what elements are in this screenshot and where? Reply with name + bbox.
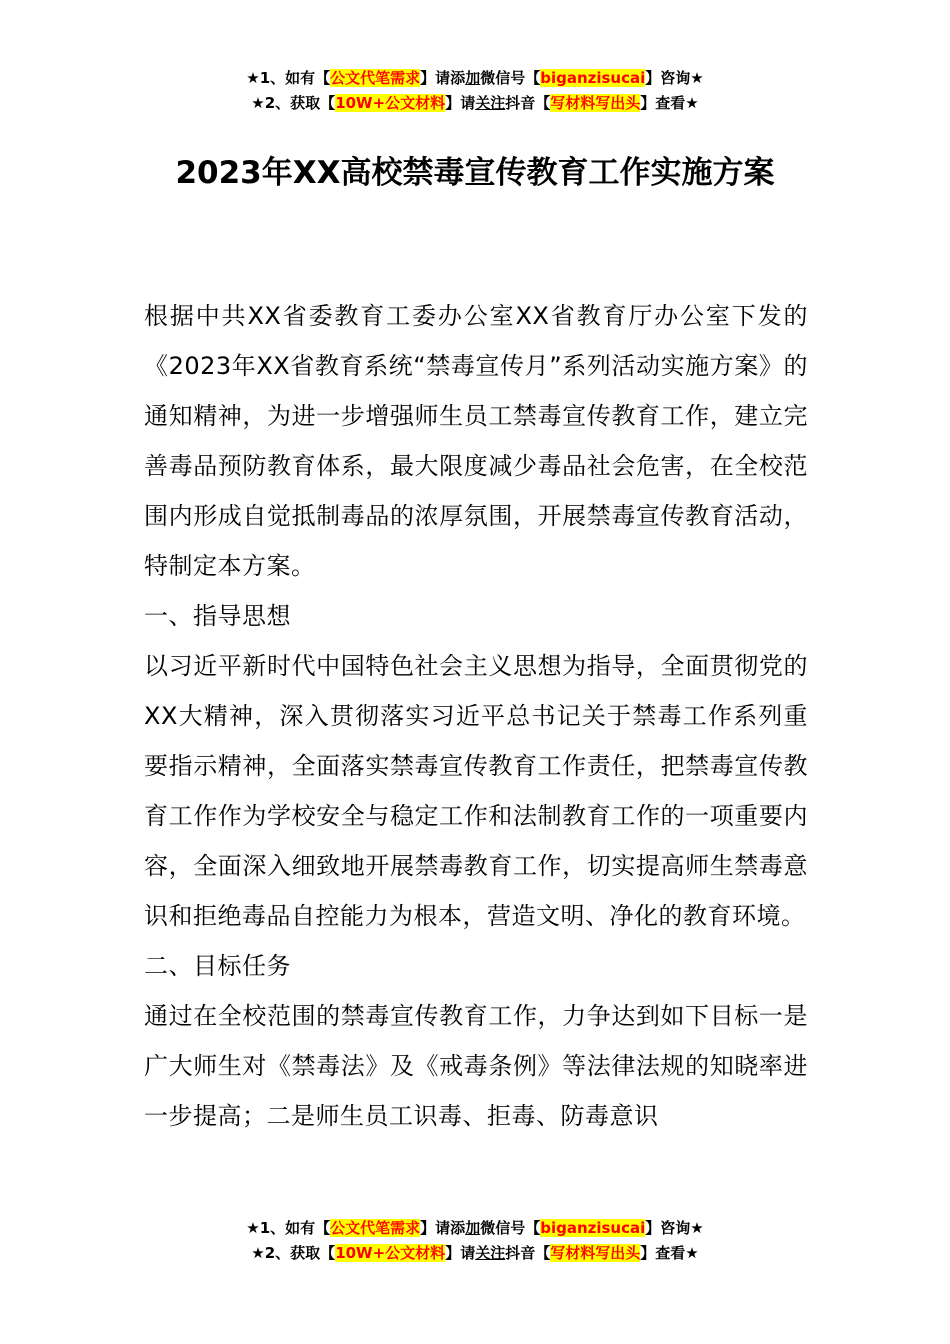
highlight-service: 公文代笔需求	[330, 69, 421, 87]
highlight-service: 公文代笔需求	[330, 1219, 421, 1237]
highlight-materials: 10W+公文材料	[335, 1244, 446, 1262]
banner-line-2: ★2、获取【10W+公文材料】请关注抖音【写材料写出头】查看★	[251, 94, 699, 112]
highlight-douyin-id: 写材料写出头	[550, 1244, 641, 1262]
paragraph-goals: 通过在全校范围的禁毒宣传教育工作，力争达到如下目标一是广大师生对《禁毒法》及《戒毒条例》等法律法规的知晓率进一步提高；二是师生员工识毒、拒毒、防毒意识	[144, 1002, 808, 1130]
footer-banner	[0, 1216, 950, 1266]
section-heading-goals: 二、目标任务	[144, 952, 291, 980]
highlight-wechat-id: biganzisucai	[540, 69, 646, 87]
document-body	[144, 291, 808, 1141]
paragraph-intro: 根据中共XX省委教育工委办公室XX省教育厅办公室下发的《2023年XX省教育系统“禁毒宣传月”系列活动实施方案》的通知精神，为进一步增强师生员工禁毒宣传教育工作，建立完善毒品预防教育体系，最大限度减少毒品社会危害，在全校范围内形成自觉抵制毒品的浓厚氛围，开展禁毒宣传教育活动，特制定本方案。	[144, 302, 808, 580]
highlight-wechat-id: biganzisucai	[540, 1219, 646, 1237]
highlight-douyin-id: 写材料写出头	[550, 94, 641, 112]
banner-line-2: ★2、获取【10W+公文材料】请关注抖音【写材料写出头】查看★	[251, 1244, 699, 1262]
banner-line-1: ★1、如有【公文代笔需求】请添加微信号【biganzisucai】咨询★	[246, 1219, 704, 1237]
document-title: 2023年XX高校禁毒宣传教育工作实施方案	[175, 155, 775, 191]
paragraph-guiding-ideology: 以习近平新时代中国特色社会主义思想为指导，全面贯彻党的XX大精神，深入贯彻落实习近平总书记关于禁毒工作系列重要指示精神，全面落实禁毒宣传教育工作责任，把禁毒宣传教育工作作为学校安全与稳定工作和法制教育工作的一项重要内容，全面深入细致地开展禁毒教育工作，切实提高师生禁毒意识和拒绝毒品自控能力为根本，营造文明、净化的教育环境。	[144, 652, 808, 930]
highlight-materials: 10W+公文材料	[335, 94, 446, 112]
header-banner	[0, 66, 950, 116]
section-heading-guiding-ideology: 一、指导思想	[144, 602, 291, 630]
banner-line-1: ★1、如有【公文代笔需求】请添加微信号【biganzisucai】咨询★	[246, 69, 704, 87]
